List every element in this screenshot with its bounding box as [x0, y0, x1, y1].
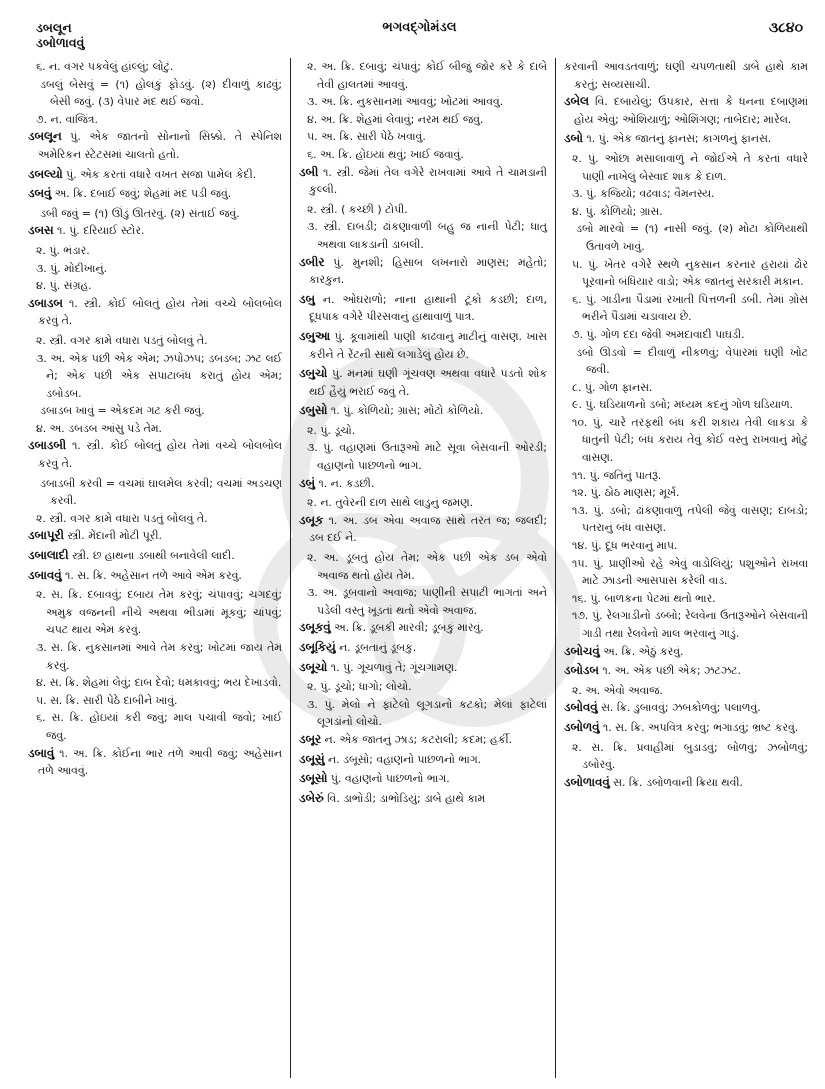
headword: ડબુ: [299, 291, 315, 306]
headword: ડબો: [564, 131, 583, 146]
definition: સ્ત્રી. છ હાથના ડબાથી બનાવેલી લાદી.: [68, 549, 235, 563]
dictionary-entry: [299, 751, 547, 769]
sense-line: ૧૧. પું. જતિનું પાતરૂં.: [572, 468, 662, 482]
definition: ૧. પું. કોળિયો; ગ્રાસ; મોટો કોળિયો.: [327, 404, 484, 418]
sense-line: ૪. અ. ક્રિ. શેહમાં લેવાવું; નરમ થઈ જવું.: [307, 112, 484, 126]
definition: ૧. અ. ક્રિ. કોઈના ભાર તળે આવી જવું; અહેસાન તળે આવવું.: [38, 746, 282, 778]
idiom-line: ડબલું બેસવું = (૧) હોલકું ફોડવું. (૨) દીવાળું કાઢવું; બેસી જવું. (૩) વેપાર મંદ થઈ જવો.: [40, 77, 282, 109]
dictionary-entry: [28, 185, 282, 203]
sense-line: ૫. પું. ખેતર વગેરે સ્થળે નુકસાન કરનાર હરાયાં ઢોર પૂરવાનો બંધિયાર વાડો; એક જાતનું સરકારી મકાન.: [572, 257, 808, 289]
definition: પું. વહાણનો પાછળનો ભાગ.: [327, 772, 450, 786]
definition: ૧. અ. ડબ એવા અવાજ સાથે તરત જ; જલદી; ડબ દઈ ને.: [309, 513, 547, 545]
sense-line: ૧૬. પું. બાળકના પેટમાં થતો ભાર.: [572, 591, 716, 605]
sense-line: ૨. અ. એવો અવાજ.: [572, 683, 663, 697]
dictionary-entry: [564, 662, 808, 680]
idiom-line: ડબો ઊડવો = દીવાળું નીકળવું; વેપારમાં ઘણી ખોટ જવી.: [576, 345, 808, 377]
headword: ડબૂક: [299, 512, 324, 527]
sense-line: ૭. ન. વાજિંત્ર.: [36, 112, 98, 126]
dictionary-entry: [28, 222, 282, 240]
sense-line: ૨. પું. ઓછા મસાલાવાળું ને જોઈએ તે કરતાં વધારે પાણી નાખેલું બેસ્વાદ શાક કે દાળ.: [572, 151, 808, 183]
headword: ડબુચો: [299, 366, 328, 381]
dictionary-entry: [299, 164, 547, 199]
sense-line: ૨. અ. ક્રિ. દબાવું; ચંપાવું; કોઈ બીજું જોર કરે કે દાબે તેવી હાલતમાં આવવું.: [307, 60, 547, 91]
headword: ડબીર: [299, 254, 325, 269]
sense-line: ૧૦. પું. ચારે તરફથી બંધ કરી શકાય તેવી લાકડા કે ધાતુની પેટી; બંધ કરાય તેવું કોઈ વસ્તુ રાખવાનું મોટું વાસણ.: [572, 415, 808, 465]
definition: ૧. સ. ક્રિ. અહેસાન તળે આવે એમ કરવું.: [61, 568, 242, 582]
headword: ડબલ્યો: [28, 166, 63, 181]
dictionary-entry: [299, 475, 547, 493]
headword: ડબૂકવું: [299, 620, 331, 635]
dictionary-columns: [28, 58, 808, 1078]
definition: ૧. સ્ત્રી. કોઈ બોલતું હોય તેમાં વચ્ચે બોલબોલ કરવું તે.: [38, 296, 282, 328]
sense-line: ૩. અ. ડૂબવાનો અવાજ; પાણીની સપાટી ભાગતાં અને પડેલી વસ્તુ ખૂડતાં થતો એવો અવાજ.: [307, 586, 547, 617]
definition: ૧. પું. ગૂંચળાવું તે; ગૂંચગામણ.: [327, 660, 458, 674]
dictionary-entry: [299, 770, 547, 788]
definition: પું. કૂવામાંથી પાણી કાઢવાનું માટીનું વાસણ. ખાસ કરીને તે રેંટની સાથે લગાડેલું હોય છે.: [309, 329, 547, 361]
idiom-line: ડબાડબ ખાવું = એકદમ ગટ કરી જવું.: [40, 404, 205, 418]
column-2: [290, 58, 556, 1078]
headword: ડબોળવું: [564, 719, 600, 734]
sense-line: ૪. પું. સંગ્રહ.: [36, 279, 92, 293]
dictionary-entry: [299, 365, 547, 400]
dictionary-entry: [299, 639, 547, 657]
definition: અ. ક્રિ. દબાઈ જવું; શેહમાં મંદ પડી જવું.: [51, 187, 232, 201]
dictionary-entry: [564, 699, 808, 717]
dictionary-entry: [28, 745, 282, 780]
sense-line: ૩. પું. વહાણમાં ઉતારૂઓ માટે સૂવા બેસવાની ઓરડી; વહાણનો પાછળનો ભાગ.: [307, 441, 547, 473]
guide-word-last: ડબોળાવવું: [36, 35, 85, 50]
sense-line: ૨. સ્ત્રી. વગર કામે વધારા પડતું બોલવું તે.: [36, 511, 208, 525]
dictionary-entry: [299, 659, 547, 677]
headword: ડબુસો: [299, 403, 328, 418]
sense-line: ૪. સ. ક્રિ. શેહમાં લેવું; દાબ દેવો; ધમકાવવું; ભય દેખાડવો.: [36, 676, 282, 690]
headword: ડબાડબી: [28, 438, 67, 453]
sense-line: ૧૫. પું. પ્રાણીઓ રહે એવું વાડોલિયું; પશુઓને રાખવા માટે ઝાડની આસપાસ કરેલી વાડ.: [572, 556, 808, 588]
headword: ડબવું: [28, 186, 52, 201]
sense-line: ૩. સ. ક્રિ. નુકસાનમાં આવે તેમ કરવું; ખોટમાં જાય તેમ કરવું.: [36, 641, 282, 672]
dictionary-entry: [28, 437, 282, 472]
definition: સ. ક્રિ. ડબોળવાની ક્રિયા થવી.: [609, 775, 743, 789]
sense-line: ૩. પું. મેલો ને ફાટેલો લૂગડાનો કટકો; મેલાં ફાટેલાં લૂગડાંનો લોચો.: [307, 697, 547, 729]
headword: ડબૂસું: [299, 751, 325, 766]
sense-line: ૪. અ. ડબડબ આંસુ પડે તેમ.: [36, 421, 163, 435]
definition: ન. ડબૂસો; વહાણનો પાછળનો ભાગ.: [324, 752, 482, 766]
headword: ડબૂર: [299, 731, 322, 746]
headword: ડબુઆ: [299, 328, 330, 343]
sense-line: ૨. સ્ત્રી. વગર કામે વધારા પડતું બોલવું તે.: [36, 333, 208, 347]
sense-line: ૩. અ. ક્રિ. નુકસાનમાં આવવું; ખોટમાં આવવું.: [307, 95, 504, 109]
dictionary-entry: [564, 774, 808, 792]
sense-line: ૨. પું. ડૂચો; ધાગો; લોચો.: [307, 680, 412, 694]
dictionary-entry: [564, 93, 808, 128]
headword: ડબાલાદી: [28, 548, 69, 563]
sense-line: ૭. પું. ગોળ દદા જેવી અમદાવાદી પાઘડી.: [572, 327, 745, 341]
sense-line: ૨. પું. ડૂચો.: [307, 423, 356, 437]
headword: ડબલૂન: [28, 129, 62, 144]
definition: અ. ક્રિ. ડૂબકી મારવી; ડૂબકું મારવું.: [330, 621, 484, 635]
definition: ૧. સ. ક્રિ. અપવિત્ર કરવું; ભગાડવું; ભ્રષ્ટ કરવું.: [599, 720, 799, 734]
dictionary-entry: [299, 328, 547, 363]
headword: ડબૂકિયું: [299, 640, 336, 654]
sense-line: ૨. પું. ભંડાર.: [36, 243, 90, 257]
dictionary-entry: [28, 295, 282, 330]
headword: ડબોવવું: [564, 700, 598, 715]
sense-line: ૨. અ. ડૂબતું હોય તેમ; એક પછી એક ડબ એવો અવાજ થતો હોય તેમ.: [307, 551, 547, 582]
definition: ૧. ન. કડછી.: [314, 476, 375, 490]
sense-line: ૨. સ. ક્રિ. દબાવવું; દબાય તેમ કરવું; ચંપાવવું; ચગદવું; અમુક વજનની નીચે અથવા ભીડામાં મૂકવું; ચાંપવું; ચપટ થાય એમ કરવું.: [36, 588, 282, 637]
dictionary-entry: [299, 731, 547, 749]
sense-line: ૬. અ. ક્રિ. હોઇયાં થવું; ખાઈ જવાવું.: [307, 147, 464, 161]
sense-line: ૫. સ. ક્રિ. સારી પેઠે દાબીને ખાવું.: [36, 693, 178, 707]
dictionary-entry: [28, 547, 282, 565]
headword: ડબૂસો: [299, 771, 328, 786]
definition: ૧. પું. એક જાતનું ફાનસ; કાગળનું ફાનસ.: [582, 132, 772, 146]
sense-line: ૩. અ. એક પછી એક એમ; ઝપોઝપ; ડબડબ; ઝટ લઈ ને; એક પછી એક સપાટાબંધ કરાતું હોય એમ; ડબોડબ.: [36, 351, 282, 400]
headword: ડબાવવું: [28, 567, 62, 582]
dictionary-entry: [564, 719, 808, 737]
dictionary-entry: [299, 619, 547, 637]
dictionary-entry: [28, 166, 282, 184]
sense-line: ૪. પું. કોળિયો; ગ્રાસ.: [572, 204, 663, 218]
page-header: [36, 20, 803, 60]
definition: અ. ક્રિ. એઠું કરવું.: [599, 644, 684, 658]
sense-line: ૬. સ. ક્રિ. હોઇયાં કરી જવું; માલ પચાવી જવો; ખાઈ જવું.: [36, 711, 282, 742]
idiom-line: ડબી જવું = (૧) ઊંડું ઊતરવું. (૨) સંતાઈ જવું.: [40, 206, 240, 220]
running-title: ભગવદ્ગોમંડલ: [382, 20, 457, 35]
definition: ૧. અ. એક પછી એક; ઝટઝટ.: [598, 664, 741, 678]
dictionary-entry: [28, 567, 282, 585]
definition: વિ. ડાભોડી; ડાભોડિયું; ડાબે હાથે કામ: [323, 791, 486, 805]
dictionary-entry: [564, 643, 808, 661]
sense-line: ૧૨. પું. ઠોઠ માણસ; મૂર્ખ.: [572, 486, 680, 500]
definition: ૧. પું. દરિયાઈ સ્ટોર.: [53, 224, 145, 238]
headword: ડબાવું: [28, 745, 55, 760]
dictionary-entry: [28, 128, 282, 163]
page-number: ૩૮૪૦: [768, 20, 803, 36]
definition: સ્ત્રી. મેંદાની મોટી પૂરી.: [63, 529, 162, 543]
column-1: [28, 58, 290, 1078]
sense-line: ૨. ન. તુવેરની દાળ સાથે લાડુનું જમણ.: [307, 496, 474, 510]
definition: સ. ક્રિ. ડુબાવવું; ઝબકોળવું; પલાળવું.: [597, 701, 761, 715]
headword: ડબી: [299, 164, 319, 179]
sense-line: ૧૩. પું. ડબો; ઢાંકણાવાળું તપેલી જેવું વાસણ; દાબડો; પતરાનું બંધ વાસણ.: [572, 503, 808, 535]
definition: ન. ડૂબતાનું ડૂબકું.: [335, 641, 417, 654]
idiom-line: ડબાડબી કરવી = વચમાં ઘાલમેલ કરવી; વચમાં અડચણ કરવી.: [40, 476, 282, 508]
sense-line: ૧૪. પું. દૂધ ભરવાનું માપ.: [572, 539, 678, 553]
definition: ન. ઓઘરાળો; નાના હાથાની ટૂંકો કડછી; દાળ, દૂધપાક વગેરે પીરસવાનું હાથાવાળું પાત્ર.: [309, 292, 547, 324]
dictionary-entry: [299, 291, 547, 326]
sense-line: ૮. પું. ગોળ ફાનસ.: [572, 380, 653, 394]
headword: ડબાડબ: [28, 295, 63, 310]
headword: ડબસ: [28, 223, 54, 238]
dictionary-entry: [564, 130, 808, 148]
sense-line: ૩. પું. કજિયો; વઢવાડ; વૈમનસ્ય.: [572, 187, 715, 201]
dictionary-entry: [299, 402, 547, 420]
headword: ડબોળાવવું: [564, 774, 610, 789]
sense-line: ૬. ન. વગર પકવેલું હાંલ્લું; લોટું.: [36, 60, 174, 73]
definition: પું. મુનશી; હિસાબ લખનારો માણસ; મહેતો; કારકુન.: [309, 255, 547, 287]
continued-text: કરવાની આવડતવાળું; ઘણી ચપળતાથી ડાબે હાથે કામ કરતું; સવ્યસાચી.: [564, 60, 808, 91]
definition: પું. એક જાતનો સોનાનો સિક્કો. તે સ્પેનિશ અમેરિકન સ્ટેટસમાં ચાલતો હતો.: [38, 130, 282, 161]
dictionary-entry: [299, 512, 547, 547]
definition: ન. એક જાતનું ઝાડ; કટરાલી; કદમ; હર્કી.: [321, 732, 513, 746]
sense-line: ૨. સ્ત્રી. ( કચ્છી ) ટોપી.: [307, 202, 408, 216]
sense-line: ૫. અ. ક્રિ. સારી પેઠે ખવાવું.: [307, 130, 426, 144]
column-3: [556, 58, 808, 1078]
headword: ડબેલ: [564, 94, 589, 109]
dictionary-entry: [299, 790, 547, 808]
definition: ૧. સ્ત્રી. જેમાં તેલ વગેરે રાખવામાં આવે તે ચામડાની કુલ્લી.: [309, 165, 547, 197]
sense-line: ૧૭. પું. રેલગાડીનો ડબ્બો; રેલવેના ઉતારૂઓને બેસવાની ગાડી તથા રેલવેનો માલ ભરવાનું ગાડું.: [572, 609, 808, 640]
sense-line: ૬. પું. ગાડીના પૈડામાં રખાતી પિત્તળની ડબી. તેમાં ગ્રોસ ભરીને પૈડામાં ચડાવાય છે.: [572, 292, 808, 324]
headword: ડબૂચો: [299, 659, 328, 674]
headword: ડબાપૂરી: [28, 528, 64, 543]
sense-line: ૨. સ. ક્રિ. પ્રવાહીમાં બુડાડવું; બોળવું; ઝબોળવું; ડબોરવું.: [572, 740, 808, 772]
headword: ડબોડબ: [564, 663, 599, 678]
headword: ડબું: [299, 475, 315, 490]
definition: પું. એક કરતાં વધારે વખત સજા પામેલ કેદી.: [62, 167, 257, 181]
guide-word-first: ડબલૂન: [36, 20, 72, 35]
sense-line: ૯. પું. ઘડિયાળનો ડબો; મધ્યમ કદનું ગોળ ઘડિયાળ.: [572, 398, 794, 412]
sense-line: ૩. પું. મોદીખાનું.: [36, 261, 107, 275]
dictionary-entry: [28, 527, 282, 545]
definition: વિ. દબાયેલું; ઉપકાર, સત્તા કે ધનના દબાણમાં હોય એવું; ઓશિયાળું; ઓશિંગણ; તાબેદાર; મારેલ.: [574, 95, 808, 126]
headword: ડબેરું: [299, 790, 324, 805]
definition: પું. મનમાં ઘણી ગૂંચવણ અથવા વધારે પડતો શોક થઈ હૈયું ભરાઈ જવું તે.: [309, 367, 547, 398]
sense-line: ૩. સ્ત્રી. દાબડી; ઢાંકણાવાળી બહુ જ નાની પેટી; ધાતુ અથવા લાકડાની ડાબલી.: [307, 220, 547, 251]
dictionary-entry: [299, 254, 547, 289]
idiom-line: ડબો મારવો = (૧) નાસી જવું. (૨) મોટા કોળિયાથી ઉતાવળે ખાવું.: [576, 222, 808, 253]
definition: ૧. સ્ત્રી. કોઈ બોલતું હોય તેમાં વચ્ચે બોલબોલ કરવું તે.: [38, 439, 282, 471]
headword: ડબોચવું: [564, 643, 600, 658]
